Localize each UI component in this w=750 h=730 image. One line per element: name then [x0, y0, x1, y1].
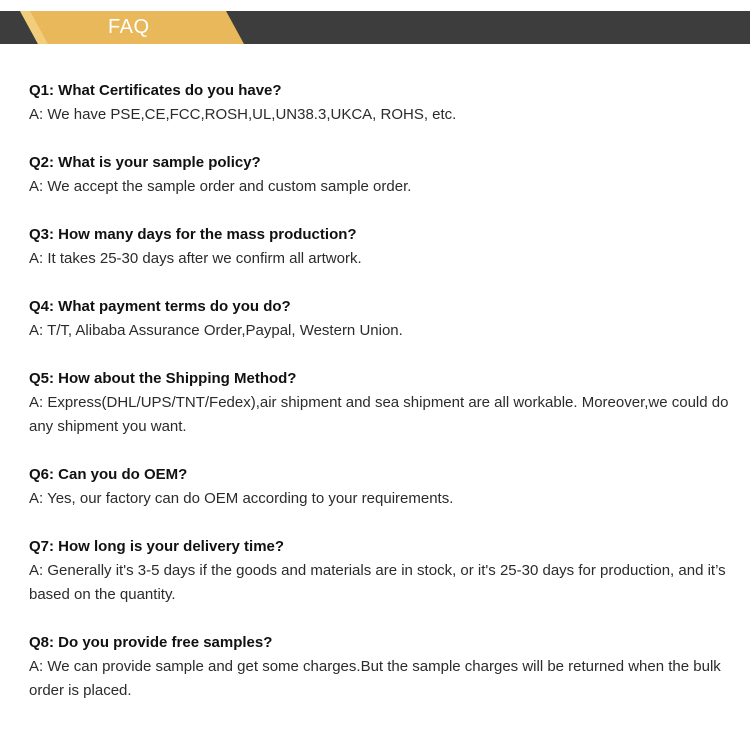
- faq-question: Q3: How many days for the mass production?: [29, 226, 357, 243]
- faq-answer: A: Yes, our factory can do OEM according to your requirements.: [29, 490, 454, 507]
- faq-answer: A: Generally it's 3-5 days if the goods and materials are in stock, or it's 25-30 days for production, and it’s based on the quantity.: [29, 562, 726, 603]
- faq-answer: A: It takes 25-30 days after we confirm all artwork.: [29, 250, 362, 267]
- faq-item-5: [29, 367, 729, 439]
- faq-answer: A: We can provide sample and get some charges.But the sample charges will be returned when the bulk order is placed.: [29, 658, 721, 699]
- faq-question: Q4: What payment terms do you do?: [29, 298, 291, 315]
- faq-item-7: [29, 535, 729, 607]
- faq-answer: A: We accept the sample order and custom sample order.: [29, 178, 412, 195]
- faq-answer: A: We have PSE,CE,FCC,ROSH,UL,UN38.3,UKCA, ROHS, etc.: [29, 106, 457, 123]
- header-tab: [0, 11, 244, 44]
- faq-item-2: [29, 151, 729, 199]
- faq-question: Q8: Do you provide free samples?: [29, 634, 273, 651]
- faq-question: Q2: What is your sample policy?: [29, 154, 261, 171]
- faq-question: Q1: What Certificates do you have?: [29, 82, 282, 99]
- faq-list: [29, 79, 729, 727]
- faq-item-6: [29, 463, 729, 511]
- faq-question: Q6: Can you do OEM?: [29, 466, 188, 483]
- faq-answer: A: T/T, Alibaba Assurance Order,Paypal, Western Union.: [29, 322, 403, 339]
- header-bar: [0, 11, 750, 44]
- faq-question: Q5: How about the Shipping Method?: [29, 370, 297, 387]
- faq-item-3: [29, 223, 729, 271]
- faq-item-8: [29, 631, 729, 703]
- faq-answer: A: Express(DHL/UPS/TNT/Fedex),air shipment and sea shipment are all workable. Moreover,we could do any shipment you want.: [29, 394, 729, 435]
- page-title: FAQ: [108, 16, 150, 38]
- faq-item-4: [29, 295, 729, 343]
- faq-question: Q7: How long is your delivery time?: [29, 538, 285, 555]
- faq-item-1: [29, 79, 729, 127]
